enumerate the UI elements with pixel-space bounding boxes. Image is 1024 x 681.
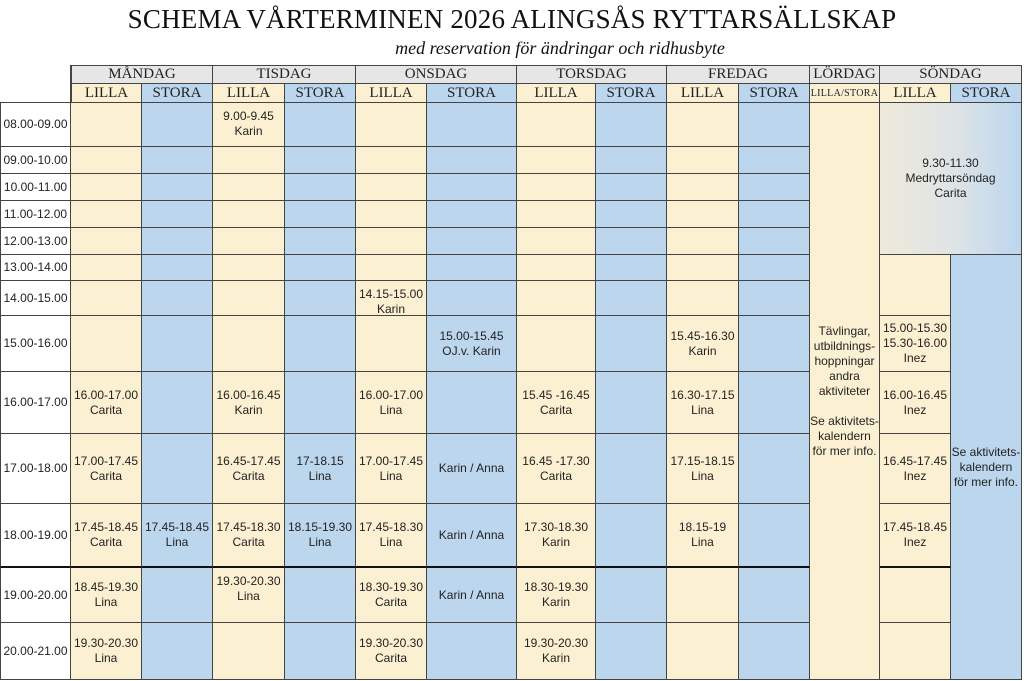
empty-slot xyxy=(427,201,517,228)
empty-slot xyxy=(667,103,739,147)
empty-slot xyxy=(427,174,517,201)
empty-slot xyxy=(213,281,285,316)
empty-slot xyxy=(739,316,810,372)
empty-slot xyxy=(739,228,810,255)
empty-slot xyxy=(142,623,213,680)
empty-slot xyxy=(71,281,142,316)
time-slot-label: 13.00-14.00 xyxy=(0,255,71,281)
empty-slot xyxy=(739,147,810,174)
lesson-slot: 18.15-19.30 Lina xyxy=(285,504,356,568)
empty-slot xyxy=(880,568,951,623)
empty-slot xyxy=(356,103,427,147)
time-slot-label: 16.00-17.00 xyxy=(0,372,71,434)
empty-slot xyxy=(213,201,285,228)
empty-slot xyxy=(285,568,356,623)
empty-slot xyxy=(142,568,213,623)
lesson-slot: 17.45-18.45 Inez xyxy=(880,504,951,568)
empty-slot xyxy=(739,201,810,228)
lesson-slot: 17.15-18.15 Lina xyxy=(667,434,739,504)
empty-slot xyxy=(285,623,356,680)
empty-slot xyxy=(517,228,596,255)
empty-slot xyxy=(356,147,427,174)
day-header: TORSDAG xyxy=(517,65,667,84)
time-slot-label: 18.00-19.00 xyxy=(0,504,71,568)
empty-slot xyxy=(285,281,356,316)
empty-slot xyxy=(739,372,810,434)
empty-slot xyxy=(142,316,213,372)
empty-slot xyxy=(71,147,142,174)
empty-slot xyxy=(667,228,739,255)
empty-slot xyxy=(596,281,667,316)
lesson-slot: 17.45-18.30 Carita xyxy=(213,504,285,568)
empty-slot xyxy=(517,147,596,174)
empty-slot xyxy=(71,174,142,201)
empty-slot xyxy=(517,174,596,201)
lesson-slot: 15.45 -16.45 Carita xyxy=(517,372,596,434)
lesson-slot: 16.00-16.45 Karin xyxy=(213,372,285,434)
empty-slot xyxy=(739,623,810,680)
time-slot-label: 17.00-18.00 xyxy=(0,434,71,504)
empty-slot xyxy=(285,228,356,255)
lesson-slot: 17.30-18.30 Karin xyxy=(517,504,596,568)
column-header-stora: STORA xyxy=(142,84,213,103)
lesson-slot: 17.45-18.45 Lina xyxy=(142,504,213,568)
empty-slot xyxy=(285,147,356,174)
empty-slot xyxy=(285,103,356,147)
empty-slot xyxy=(667,623,739,680)
lesson-slot: 19.30-20.30 Lina xyxy=(213,568,285,623)
empty-slot xyxy=(356,201,427,228)
empty-slot xyxy=(213,255,285,281)
lesson-slot: 16.00-17.00 Lina xyxy=(356,372,427,434)
empty-slot xyxy=(142,147,213,174)
lesson-slot: 19.30-20.30 Karin xyxy=(517,623,596,680)
lesson-slot: 19.30-20.30 Carita xyxy=(356,623,427,680)
empty-slot xyxy=(285,174,356,201)
empty-slot xyxy=(356,316,427,372)
column-header-stora: STORA xyxy=(285,84,356,103)
empty-slot xyxy=(213,174,285,201)
empty-slot xyxy=(517,103,596,147)
empty-slot xyxy=(427,103,517,147)
lesson-slot: 17.45-18.30 Lina xyxy=(356,504,427,568)
empty-slot xyxy=(596,201,667,228)
column-header-lilla: LILLA/STORA xyxy=(810,84,880,103)
time-slot-label: 14.00-15.00 xyxy=(0,281,71,316)
lesson-slot: 17-18.15 Lina xyxy=(285,434,356,504)
empty-slot xyxy=(517,316,596,372)
column-header-lilla: LILLA xyxy=(517,84,596,103)
page-subtitle: med reservation för ändringar och ridhusbyte xyxy=(395,38,725,58)
empty-slot xyxy=(880,623,951,680)
empty-slot xyxy=(213,228,285,255)
empty-slot xyxy=(71,255,142,281)
empty-slot xyxy=(739,281,810,316)
column-header-stora: STORA xyxy=(427,84,517,103)
lesson-slot: 15.00-15.30 15.30-16.00 Inez xyxy=(880,316,951,372)
time-slot-label: 12.00-13.00 xyxy=(0,228,71,255)
empty-slot xyxy=(142,103,213,147)
empty-slot xyxy=(596,316,667,372)
lesson-slot: 18.30-19.30 Carita xyxy=(356,568,427,623)
lesson-slot: 17.45-18.45 Carita xyxy=(71,504,142,568)
empty-slot xyxy=(71,228,142,255)
lesson-slot: 16.45-17.45 Carita xyxy=(213,434,285,504)
empty-slot xyxy=(667,281,739,316)
sunday-stora-note: Se aktivitets- kalendern för mer info. xyxy=(951,255,1022,680)
empty-slot xyxy=(517,255,596,281)
lesson-slot: 15.00-15.45 OJ.v. Karin xyxy=(427,316,517,372)
day-header: MÅNDAG xyxy=(71,65,213,84)
column-header-stora: STORA xyxy=(739,84,810,103)
empty-slot xyxy=(596,228,667,255)
empty-slot xyxy=(667,255,739,281)
empty-slot xyxy=(667,147,739,174)
empty-slot xyxy=(142,434,213,504)
empty-slot xyxy=(880,255,951,316)
lesson-slot: 18.30-19.30 Karin xyxy=(517,568,596,623)
lesson-slot: 16.30-17.15 Lina xyxy=(667,372,739,434)
lesson-slot: 15.45-16.30 Karin xyxy=(667,316,739,372)
empty-slot xyxy=(427,281,517,316)
empty-slot xyxy=(142,228,213,255)
lesson-slot: 9.00-9.45 Karin xyxy=(213,103,285,147)
empty-slot xyxy=(285,372,356,434)
empty-slot xyxy=(667,174,739,201)
empty-slot xyxy=(739,103,810,147)
empty-slot xyxy=(285,201,356,228)
time-slot-label: 20.00-21.00 xyxy=(0,623,71,680)
lesson-slot: 17.00-17.45 Lina xyxy=(356,434,427,504)
empty-slot xyxy=(356,255,427,281)
sunday-medryttar-session: 9.30-11.30 Medryttarsöndag Carita xyxy=(880,103,1022,255)
empty-slot xyxy=(71,316,142,372)
empty-slot xyxy=(517,201,596,228)
time-slot-label: 11.00-12.00 xyxy=(0,201,71,228)
column-header-lilla: LILLA xyxy=(667,84,739,103)
empty-slot xyxy=(213,316,285,372)
empty-slot xyxy=(427,372,517,434)
column-header-lilla: LILLA xyxy=(356,84,427,103)
lesson-slot: Karin / Anna xyxy=(427,568,517,623)
column-header-lilla: LILLA xyxy=(71,84,142,103)
time-slot-label: 19.00-20.00 xyxy=(0,568,71,623)
empty-slot xyxy=(596,568,667,623)
lesson-slot: 14.15-15.00 Karin xyxy=(356,281,427,316)
empty-slot xyxy=(285,255,356,281)
column-header-lilla: LILLA xyxy=(880,84,951,103)
empty-slot xyxy=(596,147,667,174)
empty-slot xyxy=(427,147,517,174)
lesson-slot: 16.45-17.45 Inez xyxy=(880,434,951,504)
empty-slot xyxy=(142,201,213,228)
empty-slot xyxy=(739,255,810,281)
table-corner xyxy=(0,65,71,103)
saturday-activities-note: Tävlingar, utbildnings- hoppningar andra aktiviteter Se aktivitets- kalendern för mer info. xyxy=(810,103,880,680)
empty-slot xyxy=(596,623,667,680)
lesson-slot: 18.15-19 Lina xyxy=(667,504,739,568)
empty-slot xyxy=(596,103,667,147)
column-header-stora: STORA xyxy=(596,84,667,103)
empty-slot xyxy=(739,568,810,623)
time-slot-label: 10.00-11.00 xyxy=(0,174,71,201)
empty-slot xyxy=(739,504,810,568)
empty-slot xyxy=(427,623,517,680)
column-header-stora: STORA xyxy=(951,84,1022,103)
empty-slot xyxy=(596,372,667,434)
empty-slot xyxy=(142,372,213,434)
empty-slot xyxy=(517,281,596,316)
schedule-table xyxy=(0,65,1022,680)
empty-slot xyxy=(596,255,667,281)
empty-slot xyxy=(667,201,739,228)
lesson-slot: 17.00-17.45 Carita xyxy=(71,434,142,504)
empty-slot xyxy=(427,228,517,255)
empty-slot xyxy=(71,103,142,147)
empty-slot xyxy=(596,504,667,568)
time-slot-label: 15.00-16.00 xyxy=(0,316,71,372)
empty-slot xyxy=(213,147,285,174)
lesson-slot: 16.00-17.00 Carita xyxy=(71,372,142,434)
lesson-slot: Karin / Anna xyxy=(427,434,517,504)
empty-slot xyxy=(427,255,517,281)
empty-slot xyxy=(356,228,427,255)
lesson-slot: 16.00-16.45 Inez xyxy=(880,372,951,434)
time-slot-label: 08.00-09.00 xyxy=(0,103,71,147)
lesson-slot: Karin / Anna xyxy=(427,504,517,568)
empty-slot xyxy=(667,568,739,623)
empty-slot xyxy=(596,174,667,201)
day-header: SÖNDAG xyxy=(880,65,1022,84)
empty-slot xyxy=(142,174,213,201)
empty-slot xyxy=(356,174,427,201)
empty-slot xyxy=(213,623,285,680)
empty-slot xyxy=(739,174,810,201)
day-header: LÖRDAG xyxy=(810,65,880,84)
day-header: ONSDAG xyxy=(356,65,517,84)
empty-slot xyxy=(596,434,667,504)
lesson-slot: 19.30-20.30 Lina xyxy=(71,623,142,680)
empty-slot xyxy=(739,434,810,504)
empty-slot xyxy=(142,255,213,281)
empty-slot xyxy=(142,281,213,316)
empty-slot xyxy=(71,201,142,228)
day-header: TISDAG xyxy=(213,65,356,84)
day-header: FREDAG xyxy=(667,65,810,84)
time-slot-label: 09.00-10.00 xyxy=(0,147,71,174)
lesson-slot: 16.45 -17.30 Carita xyxy=(517,434,596,504)
lesson-slot: 18.45-19.30 Lina xyxy=(71,568,142,623)
column-header-lilla: LILLA xyxy=(213,84,285,103)
empty-slot xyxy=(285,316,356,372)
page-title: SCHEMA VÅRTERMINEN 2026 ALINGSÅS RYTTARSÄLLSKAP xyxy=(127,4,897,34)
